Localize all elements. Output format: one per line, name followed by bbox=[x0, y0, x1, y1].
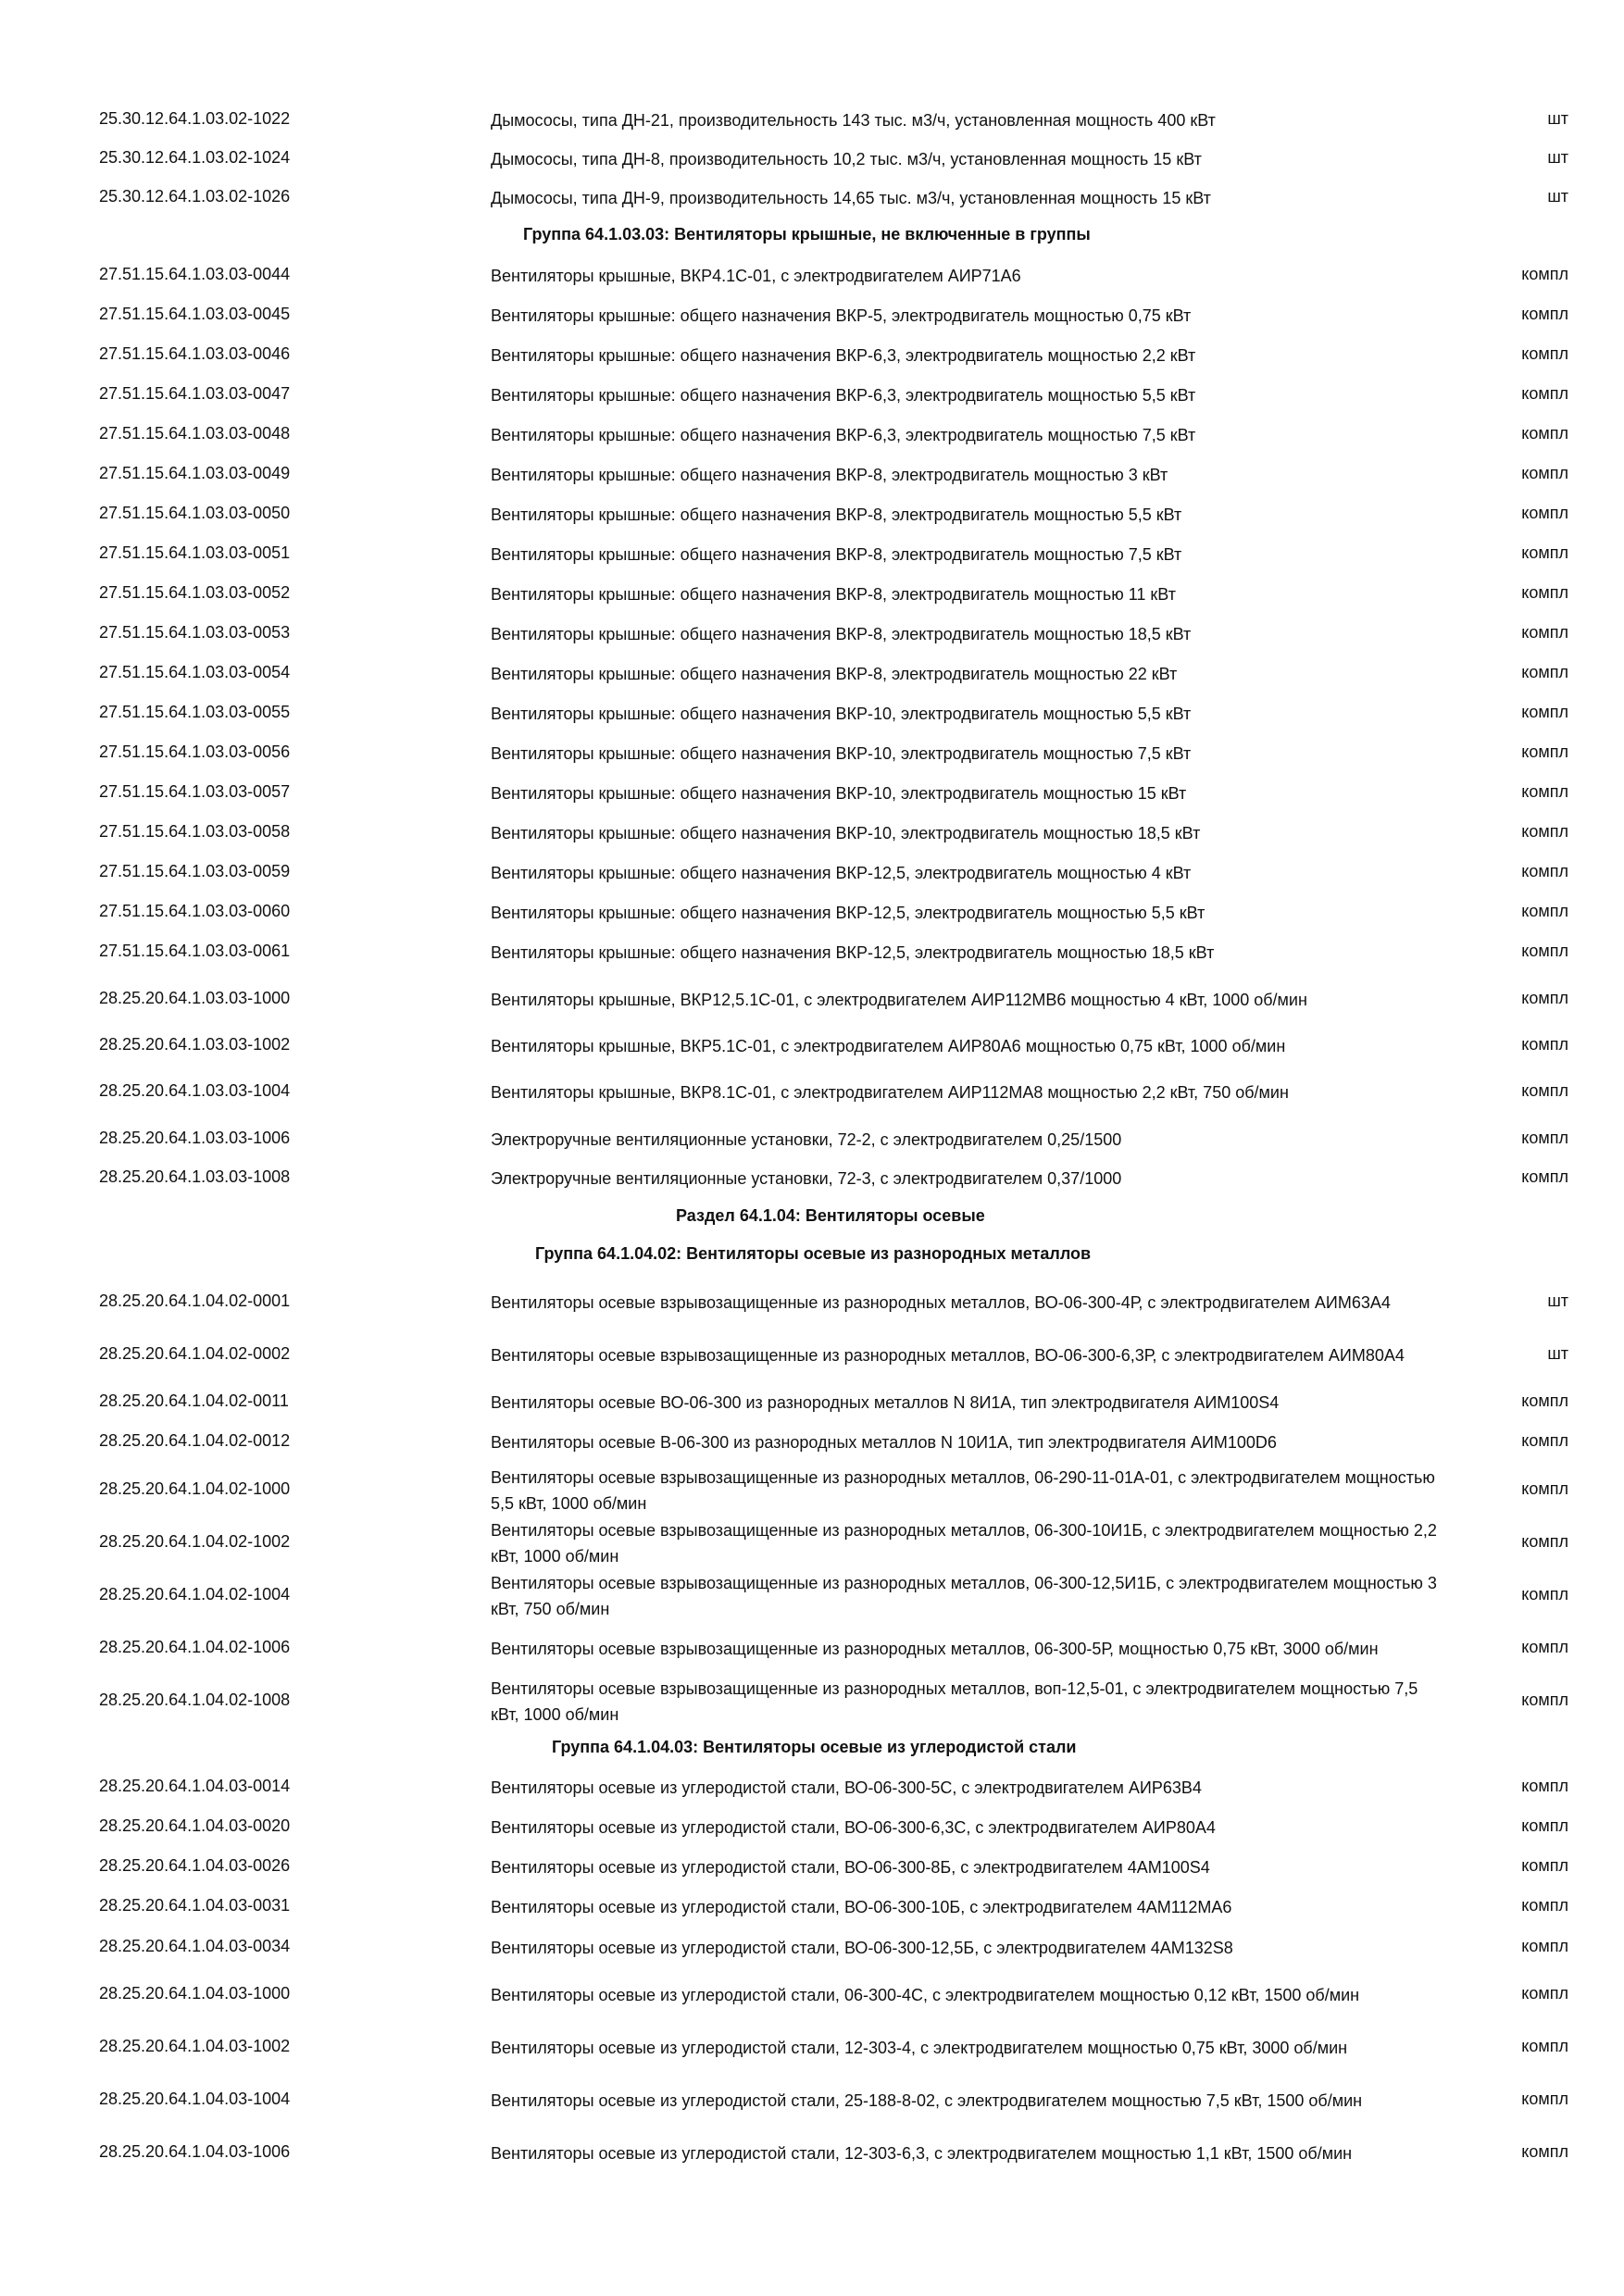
item-code: 28.25.20.64.1.04.03-0034 bbox=[99, 1937, 291, 1955]
unit-of-measure: компл bbox=[1521, 2090, 1568, 2108]
unit-of-measure: шт bbox=[1547, 1292, 1568, 1310]
item-code: 27.51.15.64.1.03.03-0050 bbox=[99, 504, 291, 522]
unit-of-measure: компл bbox=[1521, 1081, 1568, 1100]
item-description: Вентиляторы осевые из углеродистой стали, ВО-06-300-5С, с электродвигателем АИР63В4 bbox=[491, 1778, 1202, 1797]
item-description: Вентиляторы крышные: общего назначения ВКР-8, электродвигатель мощностью 7,5 кВт bbox=[491, 545, 1182, 564]
section-heading: Раздел 64.1.04: Вентиляторы осевые bbox=[676, 1206, 985, 1225]
unit-of-measure: компл bbox=[1521, 742, 1568, 761]
item-description: Вентиляторы крышные: общего назначения ВКР-8, электродвигатель мощностью 3 кВт bbox=[491, 466, 1168, 484]
unit-of-measure: компл bbox=[1521, 1585, 1568, 1603]
item-description: Вентиляторы осевые из углеродистой стали, 25-188-8-02, с электродвигателем мощностью 7,5 кВт, 1500 об/мин bbox=[491, 2091, 1363, 2110]
unit-of-measure: компл bbox=[1521, 703, 1568, 721]
item-description: Вентиляторы осевые из углеродистой стали, 06-300-4С, с электродвигателем мощностью 0,12 кВт, 1500 об/мин bbox=[491, 1986, 1360, 2004]
unit-of-measure: компл bbox=[1521, 504, 1568, 522]
item-code: 27.51.15.64.1.03.03-0047 bbox=[99, 384, 291, 403]
unit-of-measure: компл bbox=[1521, 1035, 1568, 1054]
item-code: 28.25.20.64.1.04.02-1000 bbox=[99, 1479, 291, 1498]
item-code: 27.51.15.64.1.03.03-0049 bbox=[99, 464, 291, 482]
unit-of-measure: шт bbox=[1547, 148, 1568, 167]
item-code: 27.51.15.64.1.03.03-0046 bbox=[99, 344, 291, 363]
unit-of-measure: компл bbox=[1521, 623, 1568, 642]
unit-of-measure: компл bbox=[1521, 1479, 1568, 1498]
item-code: 27.51.15.64.1.03.03-0053 bbox=[99, 623, 291, 642]
section-heading: Группа 64.1.04.03: Вентиляторы осевые из углеродистой стали bbox=[552, 1738, 1077, 1756]
item-description: Вентиляторы крышные, ВКР5.1С-01, с электродвигателем АИР80А6 мощностью 0,75 кВт, 1000 об/мин bbox=[491, 1037, 1286, 1055]
item-description: Вентиляторы осевые из углеродистой стали, ВО-06-300-6,3С, с электродвигателем АИР80А4 bbox=[491, 1818, 1216, 1837]
item-code: 28.25.20.64.1.04.02-0012 bbox=[99, 1431, 291, 1450]
item-code: 28.25.20.64.1.04.02-0001 bbox=[99, 1292, 291, 1310]
item-code: 28.25.20.64.1.04.03-0014 bbox=[99, 1777, 291, 1795]
item-description: Вентиляторы осевые взрывозащищенные из разнородных металлов, ВО-06-300-6,3Р, с электродвигателем АИМ80А4 bbox=[491, 1346, 1405, 1365]
unit-of-measure: компл bbox=[1521, 1984, 1568, 2003]
item-description: Вентиляторы крышные: общего назначения ВКР-8, электродвигатель мощностью 18,5 кВт bbox=[491, 625, 1192, 643]
item-code: 25.30.12.64.1.03.02-1024 bbox=[99, 148, 291, 167]
item-code: 25.30.12.64.1.03.02-1022 bbox=[99, 109, 291, 128]
item-description: Дымососы, типа ДН-21, производительность 143 тыс. м3/ч, установленная мощность 400 кВт bbox=[491, 111, 1216, 130]
unit-of-measure: компл bbox=[1521, 989, 1568, 1007]
item-description: Вентиляторы крышные: общего назначения ВКР-12,5, электродвигатель мощностью 4 кВт bbox=[491, 864, 1192, 882]
unit-of-measure: компл bbox=[1521, 1129, 1568, 1147]
item-code: 27.51.15.64.1.03.03-0061 bbox=[99, 942, 291, 960]
item-code: 28.25.20.64.1.03.03-1000 bbox=[99, 989, 291, 1007]
item-description: Вентиляторы крышные: общего назначения ВКР-6,3, электродвигатель мощностью 2,2 кВт bbox=[491, 346, 1196, 365]
unit-of-measure: компл bbox=[1521, 1691, 1568, 1709]
item-code: 28.25.20.64.1.04.02-1004 bbox=[99, 1585, 291, 1603]
item-description: Вентиляторы крышные: общего назначения ВКР-10, электродвигатель мощностью 7,5 кВт bbox=[491, 744, 1192, 763]
item-description: Вентиляторы крышные: общего назначения ВКР-10, электродвигатель мощностью 15 кВт bbox=[491, 784, 1187, 803]
unit-of-measure: компл bbox=[1521, 1167, 1568, 1186]
item-description: Вентиляторы осевые взрывозащищенные из разнородных металлов, 06-300-5Р, мощностью 0,75 кВт, 3000 об/мин bbox=[491, 1640, 1379, 1658]
item-description: Вентиляторы крышные, ВКР4.1С-01, с электродвигателем АИР71А6 bbox=[491, 267, 1021, 285]
item-code: 28.25.20.64.1.03.03-1008 bbox=[99, 1167, 291, 1186]
item-code: 28.25.20.64.1.04.02-1008 bbox=[99, 1691, 291, 1709]
item-description: Вентиляторы крышные: общего назначения ВКР-6,3, электродвигатель мощностью 5,5 кВт bbox=[491, 386, 1196, 405]
item-code: 27.51.15.64.1.03.03-0044 bbox=[99, 265, 291, 283]
item-description: Вентиляторы крышные: общего назначения ВКР-6,3, электродвигатель мощностью 7,5 кВт bbox=[491, 426, 1196, 444]
unit-of-measure: компл bbox=[1521, 663, 1568, 681]
item-code: 28.25.20.64.1.04.02-1006 bbox=[99, 1638, 291, 1656]
item-code: 28.25.20.64.1.04.03-1004 bbox=[99, 2090, 291, 2108]
item-code: 28.25.20.64.1.04.02-1002 bbox=[99, 1532, 291, 1551]
item-description: Вентиляторы крышные, ВКР8.1С-01, с электродвигателем АИР112МА8 мощностью 2,2 кВт, 750 об/мин bbox=[491, 1083, 1289, 1102]
unit-of-measure: компл bbox=[1521, 902, 1568, 920]
unit-of-measure: компл bbox=[1521, 384, 1568, 403]
item-description: Вентиляторы осевые из углеродистой стали, 12-303-4, с электродвигателем мощностью 0,75 кВт, 3000 об/мин bbox=[491, 2039, 1348, 2057]
item-code: 28.25.20.64.1.03.03-1002 bbox=[99, 1035, 291, 1054]
item-description: Вентиляторы крышные: общего назначения ВКР-8, электродвигатель мощностью 22 кВт bbox=[491, 665, 1178, 683]
item-code: 28.25.20.64.1.04.03-1000 bbox=[99, 1984, 291, 2003]
item-code: 28.25.20.64.1.03.03-1004 bbox=[99, 1081, 291, 1100]
item-description: Вентиляторы крышные: общего назначения ВКР-8, электродвигатель мощностью 5,5 кВт bbox=[491, 505, 1182, 524]
item-description: Вентиляторы крышные: общего назначения ВКР-5, электродвигатель мощностью 0,75 кВт bbox=[491, 306, 1192, 325]
unit-of-measure: компл bbox=[1521, 1638, 1568, 1656]
unit-of-measure: компл bbox=[1521, 862, 1568, 880]
unit-of-measure: компл bbox=[1521, 1937, 1568, 1955]
item-code: 27.51.15.64.1.03.03-0057 bbox=[99, 782, 291, 801]
section-heading: Группа 64.1.04.02: Вентиляторы осевые из разнородных металлов bbox=[535, 1244, 1092, 1263]
item-description: Вентиляторы осевые из углеродистой стали, ВО-06-300-8Б, с электродвигателем 4АМ100S4 bbox=[491, 1858, 1210, 1877]
unit-of-measure: компл bbox=[1521, 1431, 1568, 1450]
item-code: 28.25.20.64.1.04.02-0002 bbox=[99, 1344, 291, 1363]
unit-of-measure: компл bbox=[1521, 265, 1568, 283]
item-code: 27.51.15.64.1.03.03-0056 bbox=[99, 742, 291, 761]
item-code: 28.25.20.64.1.04.02-0011 bbox=[99, 1391, 289, 1410]
item-description: Вентиляторы крышные, ВКР12,5.1С-01, с электродвигателем АИР112МВ6 мощностью 4 кВт, 1000 об/мин bbox=[491, 991, 1307, 1009]
item-description: Дымососы, типа ДН-9, производительность 14,65 тыс. м3/ч, установленная мощность 15 кВт bbox=[491, 189, 1211, 207]
item-description: Электроручные вентиляционные установки, 72-2, с электродвигателем 0,25/1500 bbox=[491, 1130, 1122, 1149]
item-description: Электроручные вентиляционные установки, 72-3, с электродвигателем 0,37/1000 bbox=[491, 1169, 1122, 1188]
unit-of-measure: шт bbox=[1547, 187, 1568, 206]
item-description: Вентиляторы крышные: общего назначения ВКР-12,5, электродвигатель мощностью 5,5 кВт bbox=[491, 904, 1206, 922]
item-code: 27.51.15.64.1.03.03-0051 bbox=[99, 543, 291, 562]
item-description: Вентиляторы осевые ВО-06-300 из разнородных металлов N 8И1А, тип электродвигателя АИМ100S4 bbox=[491, 1393, 1280, 1412]
item-code: 28.25.20.64.1.04.03-0031 bbox=[99, 1896, 291, 1915]
item-description: Вентиляторы осевые взрывозащищенные из разнородных металлов, 06-300-12,5И1Б, с электродвигателем мощностью 3 кВт, 750 об/мин bbox=[491, 1574, 1437, 1618]
unit-of-measure: компл bbox=[1521, 1391, 1568, 1410]
item-code: 27.51.15.64.1.03.03-0045 bbox=[99, 305, 291, 323]
unit-of-measure: компл bbox=[1521, 782, 1568, 801]
unit-of-measure: компл bbox=[1521, 822, 1568, 841]
item-description: Вентиляторы осевые взрывозащищенные из разнородных металлов, 06-290-11-01А-01, с электродвигателем мощностью 5,5 кВт, 1000 об/мин bbox=[491, 1468, 1435, 1513]
item-code: 28.25.20.64.1.04.03-1002 bbox=[99, 2037, 291, 2055]
unit-of-measure: компл bbox=[1521, 464, 1568, 482]
item-code: 27.51.15.64.1.03.03-0060 bbox=[99, 902, 291, 920]
item-code: 27.51.15.64.1.03.03-0054 bbox=[99, 663, 291, 681]
item-description: Вентиляторы осевые взрывозащищенные из разнородных металлов, 06-300-10И1Б, с электродвигателем мощностью 2,2 кВт, 1000 об/мин bbox=[491, 1521, 1437, 1566]
item-description: Вентиляторы осевые из углеродистой стали, ВО-06-300-10Б, с электродвигателем 4АМ112МА6 bbox=[491, 1898, 1232, 1916]
item-description: Вентиляторы крышные: общего назначения ВКР-10, электродвигатель мощностью 5,5 кВт bbox=[491, 705, 1192, 723]
unit-of-measure: компл bbox=[1521, 2037, 1568, 2055]
item-code: 28.25.20.64.1.03.03-1006 bbox=[99, 1129, 291, 1147]
item-description: Вентиляторы крышные: общего назначения ВКР-10, электродвигатель мощностью 18,5 кВт bbox=[491, 824, 1201, 842]
item-description: Вентиляторы крышные: общего назначения ВКР-12,5, электродвигатель мощностью 18,5 кВт bbox=[491, 943, 1215, 962]
unit-of-measure: компл bbox=[1521, 583, 1568, 602]
item-description: Вентиляторы крышные: общего назначения ВКР-8, электродвигатель мощностью 11 кВт bbox=[491, 585, 1176, 604]
unit-of-measure: компл bbox=[1521, 2142, 1568, 2161]
unit-of-measure: компл bbox=[1521, 1816, 1568, 1835]
unit-of-measure: компл bbox=[1521, 344, 1568, 363]
item-code: 27.51.15.64.1.03.03-0048 bbox=[99, 424, 291, 443]
unit-of-measure: компл bbox=[1521, 1856, 1568, 1875]
unit-of-measure: компл bbox=[1521, 1532, 1568, 1551]
item-code: 28.25.20.64.1.04.03-0020 bbox=[99, 1816, 291, 1835]
item-description: Вентиляторы осевые из углеродистой стали, 12-303-6,3, с электродвигателем мощностью 1,1 кВт, 1500 об/мин bbox=[491, 2144, 1353, 2163]
item-description: Вентиляторы осевые из углеродистой стали, ВО-06-300-12,5Б, с электродвигателем 4АМ132S8 bbox=[491, 1939, 1233, 1957]
unit-of-measure: компл bbox=[1521, 1896, 1568, 1915]
unit-of-measure: шт bbox=[1547, 109, 1568, 128]
item-code: 27.51.15.64.1.03.03-0058 bbox=[99, 822, 291, 841]
unit-of-measure: компл bbox=[1521, 543, 1568, 562]
unit-of-measure: компл bbox=[1521, 424, 1568, 443]
unit-of-measure: компл bbox=[1521, 942, 1568, 960]
item-code: 27.51.15.64.1.03.03-0055 bbox=[99, 703, 291, 721]
item-code: 27.51.15.64.1.03.03-0059 bbox=[99, 862, 291, 880]
item-code: 28.25.20.64.1.04.03-0026 bbox=[99, 1856, 291, 1875]
item-code: 28.25.20.64.1.04.03-1006 bbox=[99, 2142, 291, 2161]
item-description: Дымососы, типа ДН-8, производительность 10,2 тыс. м3/ч, установленная мощность 15 кВт bbox=[491, 150, 1202, 168]
section-heading: Группа 64.1.03.03: Вентиляторы крышные, не включенные в группы bbox=[523, 225, 1091, 243]
item-code: 27.51.15.64.1.03.03-0052 bbox=[99, 583, 291, 602]
item-description: Вентиляторы осевые взрывозащищенные из разнородных металлов, ВО-06-300-4Р, с электродвигателем АИМ63А4 bbox=[491, 1293, 1391, 1312]
item-description: Вентиляторы осевые В-06-300 из разнородных металлов N 10И1А, тип электродвигателя АИМ100D6 bbox=[491, 1433, 1277, 1452]
unit-of-measure: компл bbox=[1521, 305, 1568, 323]
item-code: 25.30.12.64.1.03.02-1026 bbox=[99, 187, 291, 206]
item-description: Вентиляторы осевые взрывозащищенные из разнородных металлов, воп-12,5-01, с электродвигателем мощностью 7,5 кВт, 1000 об/мин bbox=[491, 1679, 1418, 1724]
unit-of-measure: компл bbox=[1521, 1777, 1568, 1795]
unit-of-measure: шт bbox=[1547, 1344, 1568, 1363]
